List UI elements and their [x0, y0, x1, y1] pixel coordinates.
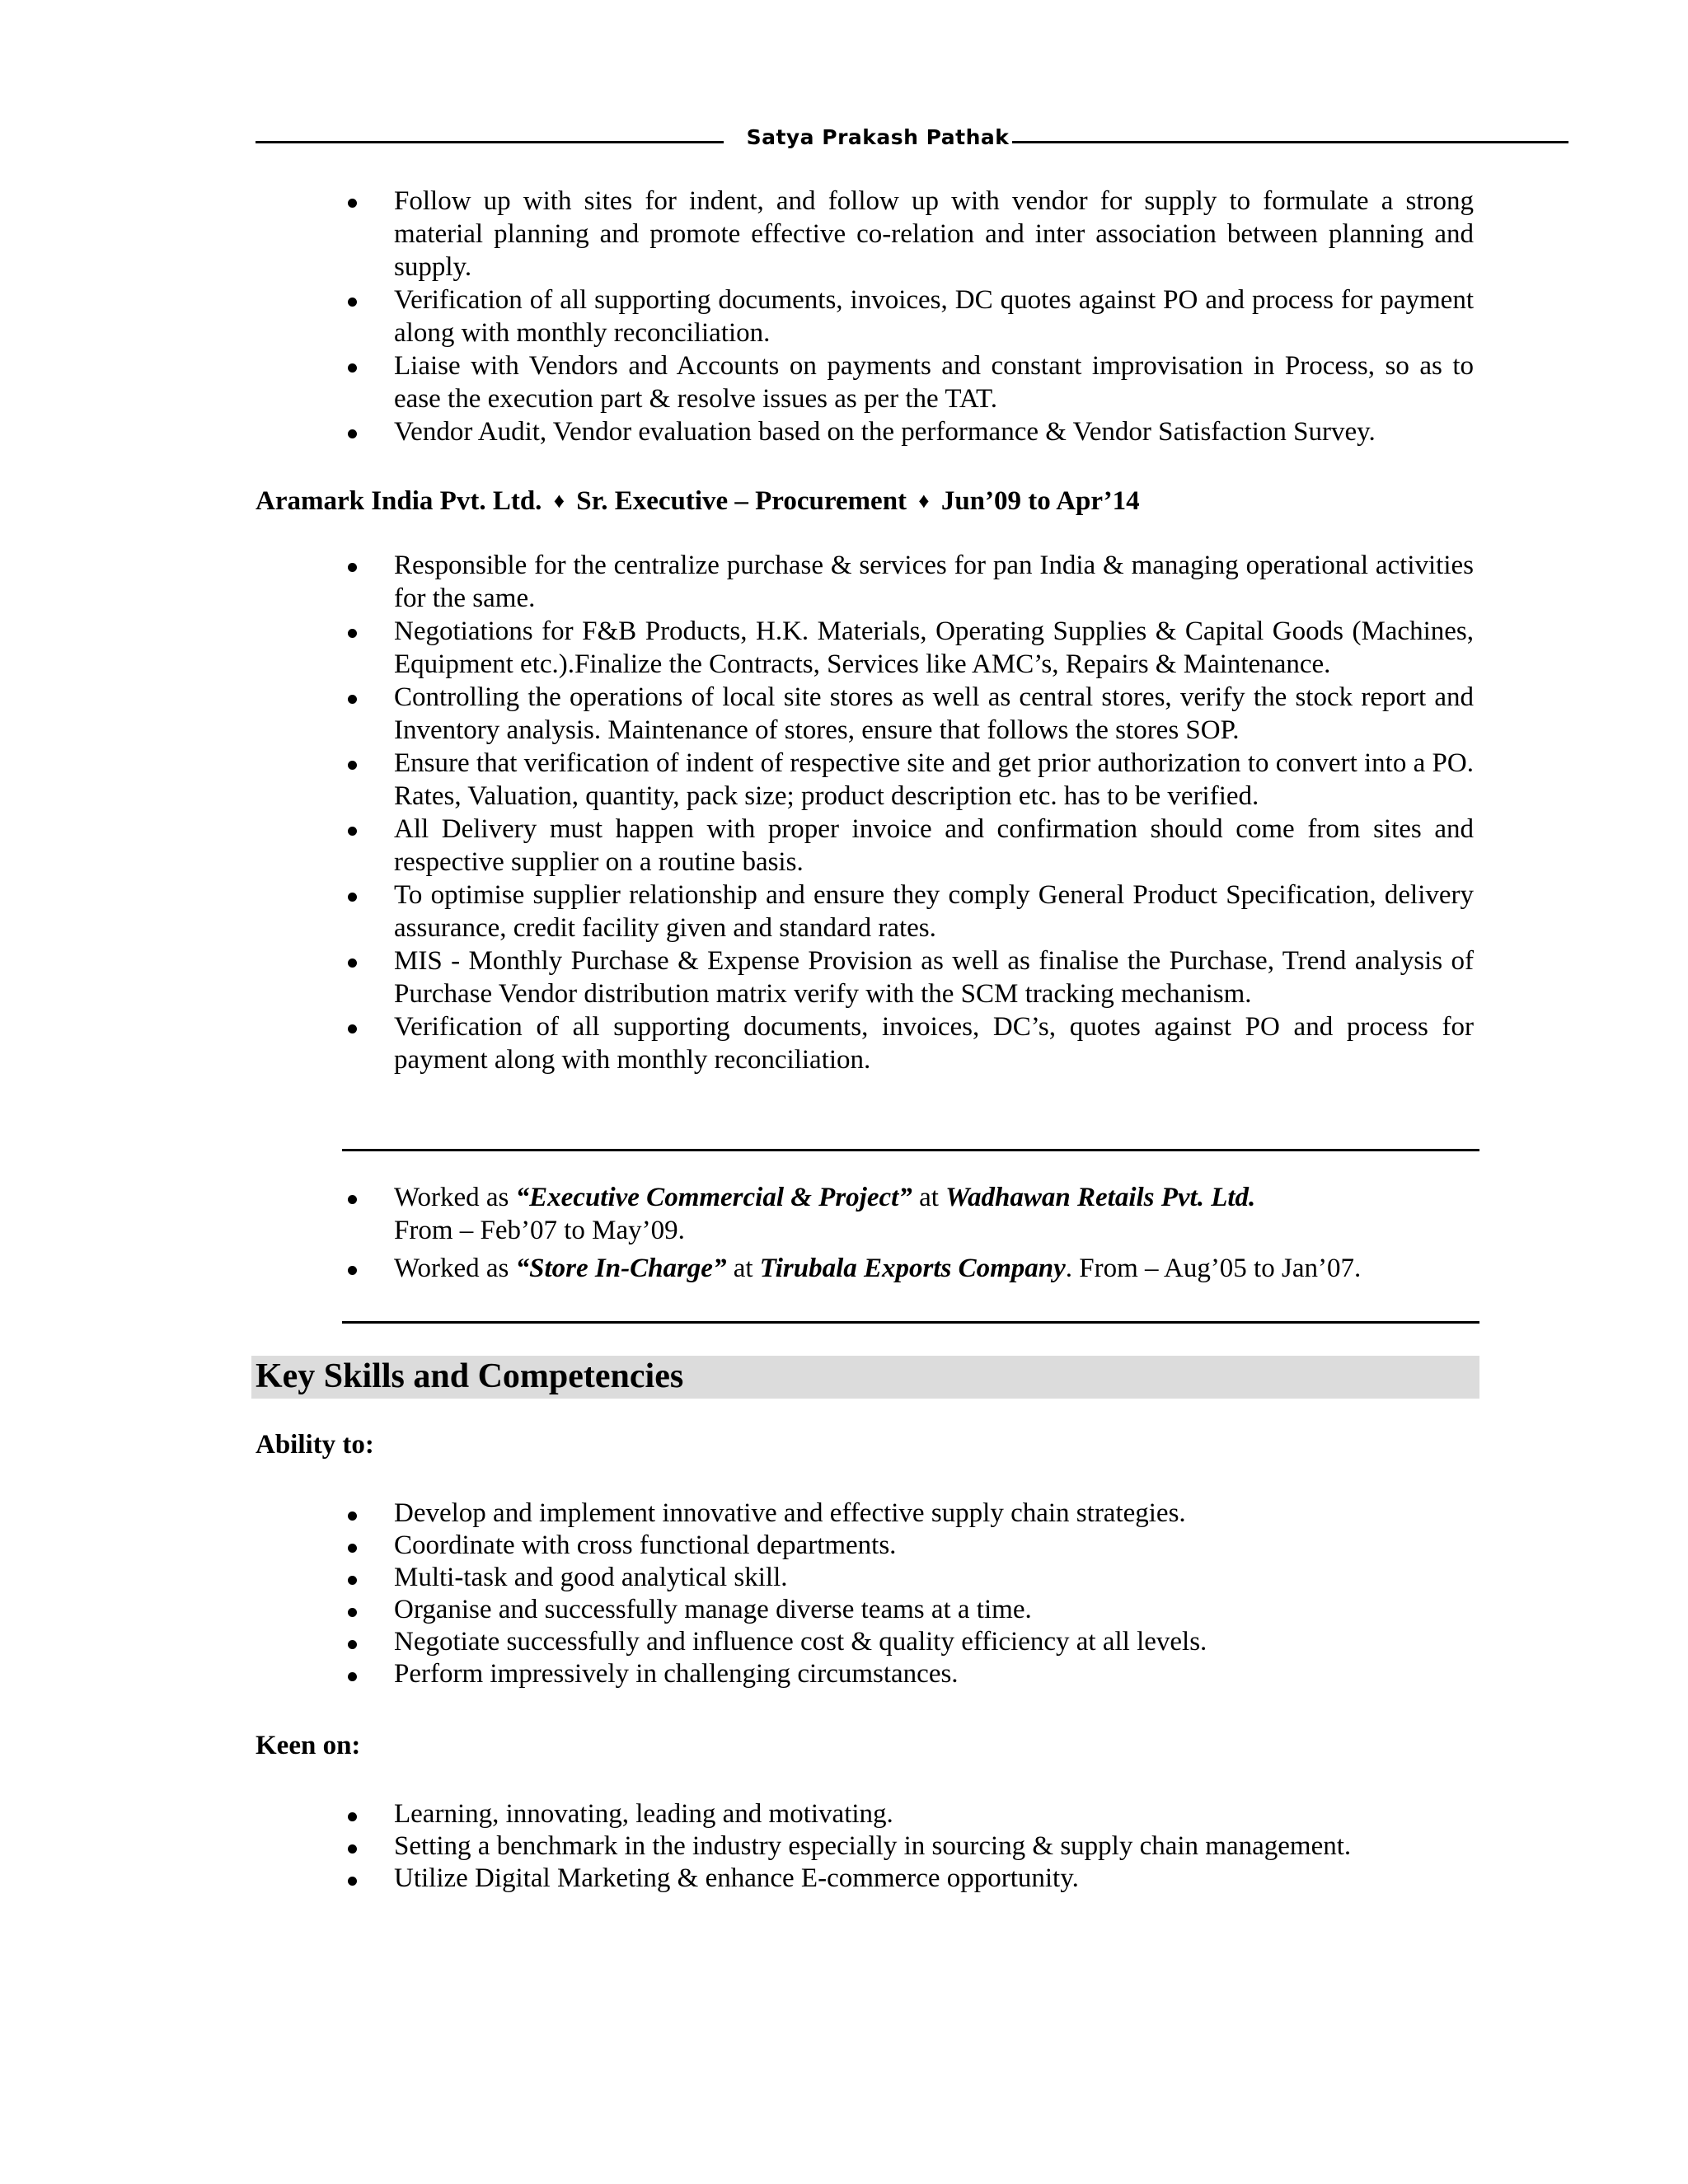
list-item: Worked as “Executive Commercial & Project” at Wadhawan Retails Pvt. Ltd. From – Feb’07 to May’09.	[346, 1181, 1474, 1247]
company-name: Tirubala Exports Company	[759, 1254, 1066, 1283]
bullet-icon	[348, 1511, 357, 1521]
bullet-icon	[348, 1640, 357, 1649]
aramark-bullet-list	[346, 549, 1474, 1076]
keen-label: Keen on:	[256, 1731, 361, 1760]
list-item: Organise and successfully manage diverse teams at a time.	[346, 1594, 1474, 1626]
list-item: Responsible for the centralize purchase & services for pan India & managing operational activities for the same.	[346, 549, 1474, 615]
role-title: “Store In-Charge”	[515, 1254, 727, 1283]
bullet-icon	[348, 1877, 357, 1886]
bullet-icon	[348, 1266, 357, 1275]
bullet-icon	[348, 761, 357, 770]
header-rule-left	[256, 141, 724, 143]
bullet-icon	[348, 1844, 357, 1854]
section-title: Key Skills and Competencies	[256, 1357, 684, 1395]
bullet-icon	[348, 827, 357, 836]
list-item: Develop and implement innovative and effective supply chain strategies.	[346, 1497, 1474, 1530]
diamond-icon: ♦	[918, 489, 930, 513]
job-period: Jun’09 to Apr’14	[940, 486, 1140, 516]
keen-list	[346, 1798, 1474, 1895]
bullet-icon	[348, 298, 357, 307]
ability-list	[346, 1497, 1474, 1690]
header-name: Satya Prakash Pathak	[746, 125, 1010, 149]
job-heading-aramark	[256, 486, 1140, 517]
list-item: Liaise with Vendors and Accounts on payments and constant improvisation in Process, so as to ease the execution part & resolve issues as per the TAT.	[346, 349, 1474, 415]
bullet-icon	[348, 363, 357, 373]
list-item: Verification of all supporting documents, invoices, DC quotes against PO and process for payment along with monthly reconciliation.	[346, 284, 1474, 349]
bullet-icon	[348, 1608, 357, 1617]
divider	[342, 1321, 1479, 1324]
bullet-icon	[348, 1544, 357, 1553]
role-title: “Executive Commercial & Project”	[515, 1183, 912, 1212]
list-item: Controlling the operations of local site stores as well as central stores, verify the stock report and Inventory analysis. Maintenance of stores, ensure that follows the stores SOP.	[346, 681, 1474, 747]
bullet-icon	[348, 1195, 357, 1204]
list-item: Setting a benchmark in the industry especially in sourcing & supply chain management.	[346, 1830, 1474, 1863]
bullet-icon	[348, 695, 357, 704]
list-item: To optimise supplier relationship and ensure they comply General Product Specification, delivery assurance, credit facility given and standard rates.	[346, 879, 1474, 944]
bullet-icon	[348, 1812, 357, 1821]
bullet-icon	[348, 429, 357, 438]
list-item: Coordinate with cross functional departments.	[346, 1530, 1474, 1562]
list-item: Verification of all supporting documents, invoices, DC’s, quotes against PO and process for payment along with monthly reconciliation.	[346, 1010, 1474, 1076]
bullet-icon	[348, 199, 357, 208]
list-item: Multi-task and good analytical skill.	[346, 1562, 1474, 1594]
bullet-icon	[348, 1024, 357, 1033]
company-name: Wadhawan Retails Pvt. Ltd.	[945, 1183, 1256, 1212]
prior-bullet-list	[346, 185, 1474, 448]
company-name: Aramark India Pvt. Ltd.	[256, 486, 542, 516]
previous-roles-list	[346, 1181, 1474, 1290]
header-rule-right	[1012, 141, 1568, 143]
bullet-icon	[348, 958, 357, 968]
bullet-icon	[348, 563, 357, 572]
list-item: MIS - Monthly Purchase & Expense Provision as well as finalise the Purchase, Trend analysis of Purchase Vendor distribution matrix verify with the SCM tracking mechanism.	[346, 944, 1474, 1010]
list-item: Utilize Digital Marketing & enhance E-commerce opportunity.	[346, 1863, 1474, 1895]
divider	[342, 1149, 1479, 1151]
bullet-icon	[348, 1672, 357, 1681]
list-item: Perform impressively in challenging circumstances.	[346, 1658, 1474, 1690]
bullet-icon	[348, 1576, 357, 1585]
list-item: Vendor Audit, Vendor evaluation based on the performance & Vendor Satisfaction Survey.	[346, 415, 1474, 448]
list-item: All Delivery must happen with proper invoice and confirmation should come from sites and respective supplier on a routine basis.	[346, 813, 1474, 879]
bullet-icon	[348, 893, 357, 902]
bullet-icon	[348, 629, 357, 638]
list-item: Negotiate successfully and influence cost & quality efficiency at all levels.	[346, 1626, 1474, 1658]
list-item: Follow up with sites for indent, and follow up with vendor for supply to formulate a strong material planning and promote effective co-relation and inter association between planning and supply.	[346, 185, 1474, 284]
list-item: Ensure that verification of indent of respective site and get prior authorization to convert into a PO. Rates, Valuation, quantity, pack size; product description etc. has to be verified.	[346, 747, 1474, 813]
diamond-icon: ♦	[553, 489, 565, 513]
job-role: Sr. Executive – Procurement	[576, 486, 907, 516]
list-item: Worked as “Store In-Charge” at Tirubala Exports Company. From – Aug’05 to Jan’07.	[346, 1252, 1474, 1285]
list-item: Learning, innovating, leading and motivating.	[346, 1798, 1474, 1830]
job-period: . From – Aug’05 to Jan’07.	[1065, 1254, 1362, 1283]
ability-label: Ability to:	[256, 1430, 374, 1460]
job-period: From – Feb’07 to May’09.	[394, 1216, 685, 1245]
list-item: Negotiations for F&B Products, H.K. Materials, Operating Supplies & Capital Goods (Machines, Equipment etc.).Finalize the Contracts, Services like AMC’s, Repairs & Maintenance.	[346, 615, 1474, 681]
